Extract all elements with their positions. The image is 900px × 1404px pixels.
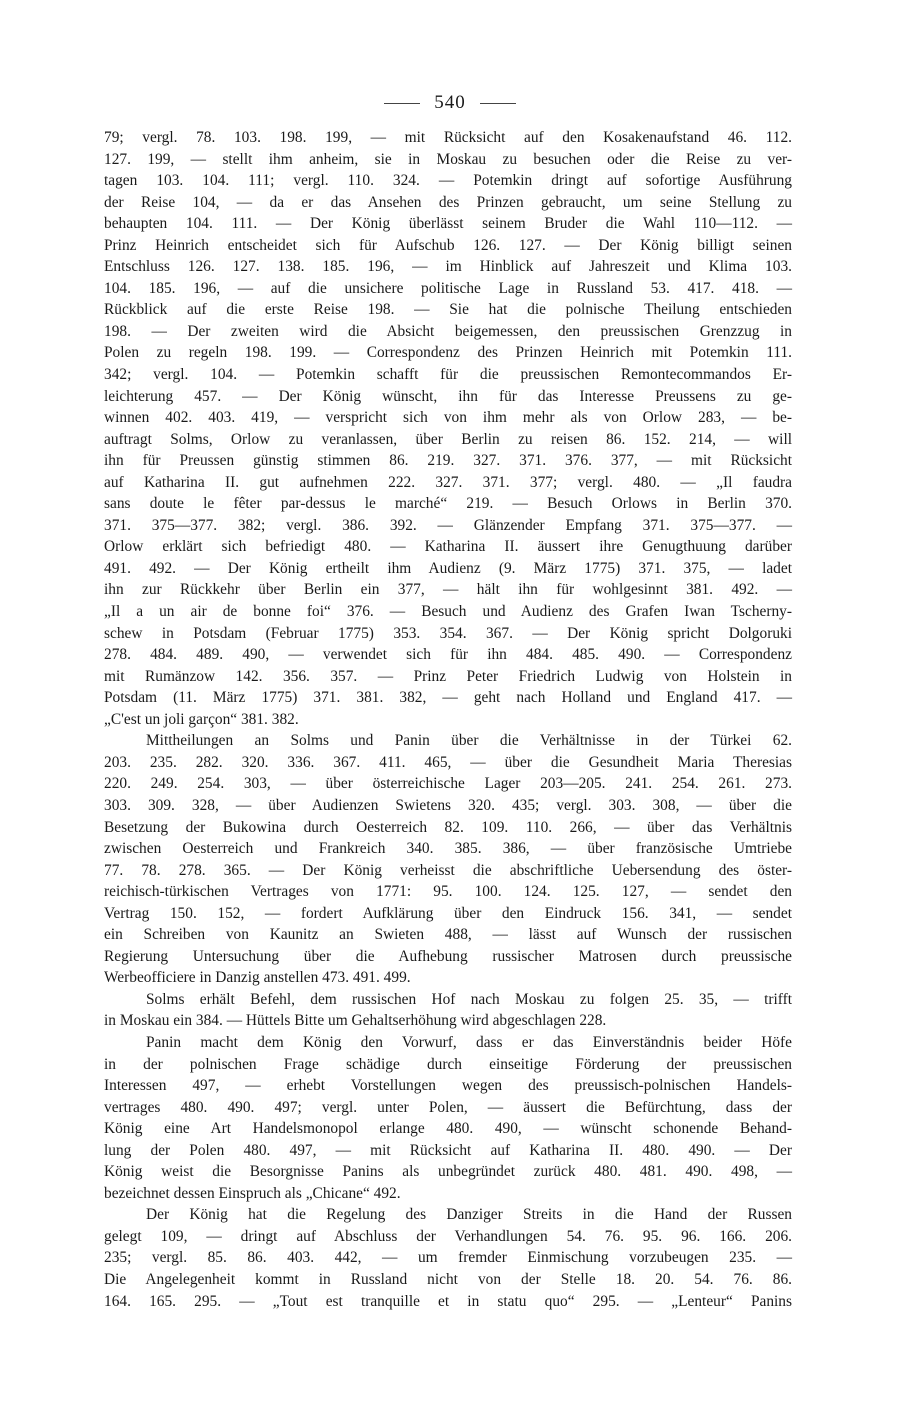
text-line: winnen 402. 403. 419, — verspricht sich von ihm mehr als von Orlow 283, — be- — [104, 409, 792, 427]
page-number: 540 — [434, 92, 466, 113]
text-line: Die Angelegenheit kommt in Russland nicht von der Stelle 18. 20. 54. 76. 86. — [104, 1270, 792, 1288]
text-line: in Moskau ein 384. — Hüttels Bitte um Gehaltserhöhung wird abgeschlagen 228. — [104, 1012, 607, 1030]
text-line: bezeichnet dessen Einspruch als „Chicane“ 492. — [104, 1184, 401, 1202]
text-line: tagen 103. 104. 111; vergl. 110. 324. — Potemkin dringt auf sofortige Ausführung — [104, 172, 792, 190]
text-line: lung der Polen 480. 497, — mit Rücksicht auf Katharina II. 480. 490. — Der — [104, 1141, 792, 1159]
text-line: vertrages 480. 490. 497; vergl. unter Polen, — äussert die Befürchtung, dass der — [104, 1098, 792, 1116]
text-line: reichisch-türkischen Vertrages von 1771: 95. 100. 124. 125. 127, — sendet den — [104, 883, 792, 901]
text-line: 77. 78. 278. 365. — Der König verheisst die abschriftliche Uebersendung des öster- — [104, 861, 792, 879]
text-line: 198. — Der zweiten wird die Absicht beigemessen, den preussischen Grenzzug in — [104, 322, 792, 340]
text-line: Polen zu regeln 198. 199. — Correspondenz des Prinzen Heinrich mit Potemkin 111. — [104, 344, 792, 362]
text-line: schew in Potsdam (Februar 1775) 353. 354. 367. — Der König spricht Dolgoruki — [104, 624, 792, 642]
text-line: Werbeofficiere in Danzig anstellen 473. 491. 499. — [104, 969, 411, 987]
header-rule-left — [384, 103, 420, 104]
text-line: Interessen 497, — erhebt Vorstellungen wegen des preussisch-polnischen Handels- — [104, 1077, 792, 1095]
text-line: Entschluss 126. 127. 138. 185. 196, — im Hinblick auf Jahreszeit und Klima 103. — [104, 258, 792, 276]
text-line: Besetzung der Bukowina durch Oesterreich 82. 109. 110. 266, — über das Verhältnis — [104, 818, 792, 836]
text-line: 371. 375—377. 382; vergl. 386. 392. — Glänzender Empfang 371. 375—377. — — [104, 516, 792, 534]
text-line: leichterung 457. — Der König wünscht, ihn für das Interesse Preussens zu ge- — [104, 387, 792, 405]
text-line: Mittheilungen an Solms und Panin über die Verhältnisse in der Türkei 62. — [146, 732, 792, 750]
text-line: in der polnischen Frage schädige durch einseitige Förderung der preussischen — [104, 1055, 792, 1073]
text-line: sans doute le fêter par-dessus le marché“ 219. — Besuch Orlows in Berlin 370. — [104, 495, 792, 513]
text-line: auf Katharina II. gut aufnehmen 222. 327. 371. 377; vergl. 480. — „Il faudra — [104, 473, 792, 491]
text-line: König eine Art Handelsmonopol erlange 480. 490, — wünscht schonende Behand- — [104, 1120, 792, 1138]
text-line: Potsdam (11. März 1775) 371. 381. 382, — geht nach Holland und England 417. — — [104, 689, 792, 707]
text-line: gelegt 109, — dringt auf Abschluss der Verhandlungen 54. 76. 95. 96. 166. 206. — [104, 1227, 792, 1245]
text-line: zwischen Oesterreich und Frankreich 340. 385. 386, — über französische Umtriebe — [104, 840, 792, 858]
text-line: behaupten 104. 111. — Der König überlässt seinem Bruder die Wahl 110—112. — — [104, 215, 792, 233]
text-line: Vertrag 150. 152, — fordert Aufklärung über den Eindruck 156. 341, — sendet — [104, 904, 792, 922]
text-line: 235; vergl. 85. 86. 403. 442, — um fremder Einmischung vorzubeugen 235. — — [104, 1249, 792, 1267]
text-line: „C'est un joli garçon“ 381. 382. — [104, 710, 299, 728]
text-line: ihn zur Rückkehr über Berlin ein 377, — hält ihn für wohlgesinnt 381. 492. — — [104, 581, 792, 599]
text-line: 220. 249. 254. 303, — über österreichische Lager 203—205. 241. 254. 261. 273. — [104, 775, 792, 793]
text-line: „Il a un air de bonne foi“ 376. — Besuch und Audienz des Grafen Iwan Tscherny- — [104, 603, 792, 621]
text-line: Orlow erklärt sich befriedigt 480. — Katharina II. äussert ihre Genugthuung darüber — [104, 538, 792, 556]
text-line: Rückblick auf die erste Reise 198. — Sie hat die polnische Theilung entschieden — [104, 301, 792, 319]
text-line: Panin macht dem König den Vorwurf, dass er das Einverständnis beider Höfe — [146, 1033, 792, 1051]
text-line: Solms erhält Befehl, dem russischen Hof nach Moskau zu folgen 25. 35, — trifft — [146, 990, 792, 1008]
text-line: Der König hat die Regelung des Danziger Streits in die Hand der Russen — [146, 1206, 792, 1224]
text-line: 303. 309. 328, — über Audienzen Swietens 320. 435; vergl. 303. 308, — über die — [104, 796, 792, 814]
text-line: ihn für Preussen günstig stimmen 86. 219. 327. 371. 376. 377, — mit Rücksicht — [104, 452, 792, 470]
text-line: König weist die Besorgnisse Panins als unbegründet zurück 480. 481. 490. 498, — — [104, 1163, 792, 1181]
text-line: 104. 185. 196, — auf die unsichere politische Lage in Russland 53. 417. 418. — — [104, 279, 792, 297]
text-line: 491. 492. — Der König ertheilt ihm Audienz (9. März 1775) 371. 375, — ladet — [104, 559, 792, 577]
header-rule-right — [480, 103, 516, 104]
text-line: 164. 165. 295. — „Tout est tranquille et in statu quo“ 295. — „Lenteur“ Panins — [104, 1292, 792, 1310]
text-line: 203. 235. 282. 320. 336. 367. 411. 465, — über die Gesundheit Maria Theresias — [104, 753, 792, 771]
index-text-block — [104, 127, 792, 1312]
text-line: 79; vergl. 78. 103. 198. 199, — mit Rücksicht auf den Kosakenaufstand 46. 112. — [104, 129, 792, 146]
text-line: 127. 199, — stellt ihm anheim, sie in Moskau zu besuchen oder die Reise zu ver- — [104, 150, 792, 168]
text-line: 278. 484. 489. 490, — verwendet sich für ihn 484. 485. 490. — Correspondenz — [104, 646, 792, 664]
text-line: Regierung Untersuchung über die Aufhebung russischer Matrosen durch preussische — [104, 947, 792, 965]
text-line: ein Schreiben von Kaunitz an Swieten 488, — lässt auf Wunsch der russischen — [104, 926, 792, 944]
text-line: auftragt Solms, Orlow zu veranlassen, über Berlin zu reisen 86. 152. 214, — will — [104, 430, 792, 448]
page-header — [0, 88, 900, 118]
text-line: 342; vergl. 104. — Potemkin schafft für die preussischen Remontecommandos Er- — [104, 366, 792, 384]
text-line: Prinz Heinrich entscheidet sich für Aufschub 126. 127. — Der König billigt seinen — [104, 236, 792, 254]
text-line: der Reise 104, — da er das Ansehen des Prinzen gebraucht, um seine Stellung zu — [104, 193, 792, 211]
text-line: mit Rumänzow 142. 356. 357. — Prinz Peter Friedrich Ludwig von Holstein in — [104, 667, 792, 685]
